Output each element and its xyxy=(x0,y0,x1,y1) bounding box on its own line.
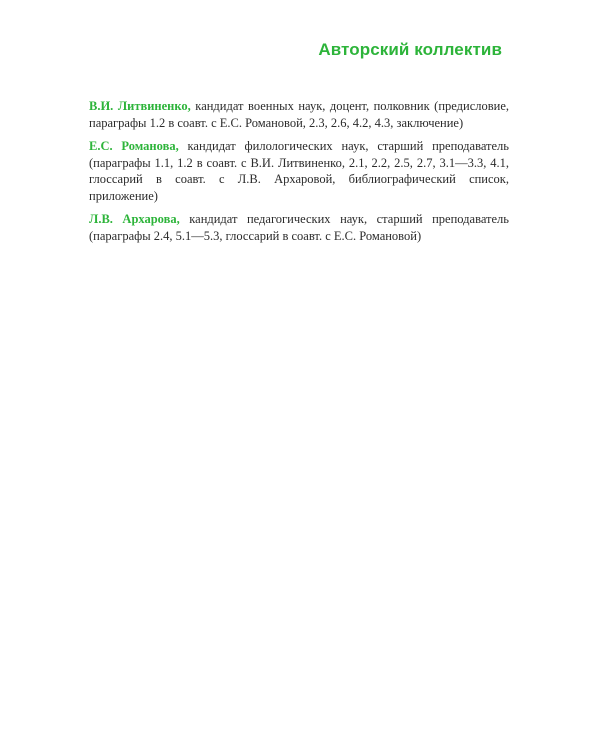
author-entry-litvinenko xyxy=(89,98,509,131)
author-description: кандидат военных наук, доцент, полковник (предисловие, параграфы 1.2 в соавт. с Е.С. Романовой, 2.3, 2.6, 4.2, 4.3, заключение) xyxy=(89,99,509,130)
author-entry-romanova xyxy=(89,138,509,204)
author-name: В.И. Литвиненко, xyxy=(89,99,191,113)
author-description: кандидат филологических наук, старший преподаватель (параграфы 1.1, 1.2 в соавт. с В.И. Литвиненко, 2.1, 2.2, 2.5, 2.7, 3.1—3.3, 4.1, глоссарий в соавт. с Л.В. Архаровой, библиографический список, приложение) xyxy=(89,139,509,203)
author-entry-arkharova xyxy=(89,211,509,244)
author-list xyxy=(89,98,509,251)
author-description: кандидат педагогических наук, старший преподаватель (параграфы 2.4, 5.1—5.3, глоссарий в соавт. с Е.С. Романовой) xyxy=(89,212,509,243)
author-name: Е.С. Романова, xyxy=(89,139,179,153)
author-name: Л.В. Архарова, xyxy=(89,212,180,226)
page-title: Авторский коллектив xyxy=(318,40,502,59)
